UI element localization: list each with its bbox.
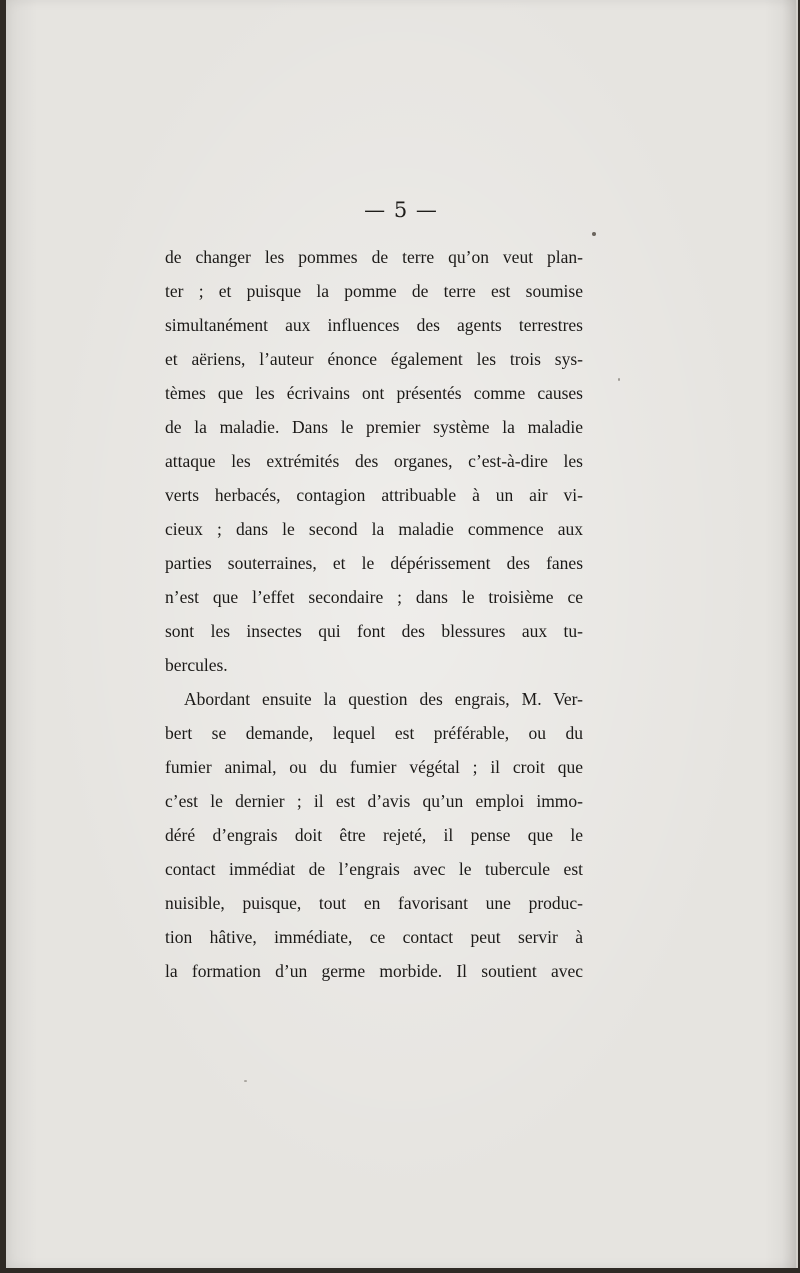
ink-speck: [244, 1080, 247, 1082]
text-line: n’est que l’effet secondaire ; dans le troisième ce: [165, 587, 583, 607]
text-line: fumier animal, ou du fumier végétal ; il croit que: [165, 757, 583, 777]
paragraph-2: [165, 682, 583, 988]
text-line: tion hâtive, immédiate, ce contact peut servir à: [165, 927, 583, 947]
text-line: parties souterraines, et le dépérissement des fanes: [165, 553, 583, 573]
ink-speck: [618, 378, 620, 381]
text-line: c’est le dernier ; il est d’avis qu’un emploi immo-: [165, 791, 583, 811]
page-edge-shadow: [782, 0, 796, 1268]
text-line: nuisible, puisque, tout en favorisant une produc-: [165, 893, 583, 913]
paper-sheet: [6, 0, 798, 1268]
text-line: tèmes que les écrivains ont présentés comme causes: [165, 383, 583, 403]
text-line: simultanément aux influences des agents terrestres: [165, 315, 583, 335]
text-line: ter ; et puisque la pomme de terre est soumise: [165, 281, 583, 301]
text-line: de changer les pommes de terre qu’on veut plan-: [165, 247, 583, 267]
text-line: attaque les extrémités des organes, c’est-à-dire les: [165, 451, 583, 471]
text-line: et aëriens, l’auteur énonce également les trois sys-: [165, 349, 583, 369]
text-line: cieux ; dans le second la maladie commence aux: [165, 519, 583, 539]
text-line: sont les insectes qui font des blessures aux tu-: [165, 621, 583, 641]
page-number: — 5 —: [364, 198, 438, 222]
text-line: bert se demande, lequel est préférable, ou du: [165, 723, 583, 743]
body-text: [165, 240, 583, 988]
text-line: de la maladie. Dans le premier système la maladie: [165, 417, 583, 437]
text-line: la formation d’un germe morbide. Il soutient avec: [165, 961, 583, 981]
ink-speck: [592, 232, 596, 236]
text-line: déré d’engrais doit être rejeté, il pense que le: [165, 825, 583, 845]
text-line: Abordant ensuite la question des engrais, M. Ver-: [184, 689, 583, 709]
text-line: verts herbacés, contagion attribuable à un air vi-: [165, 485, 583, 505]
paragraph-1: [165, 240, 583, 682]
text-line: bercules.: [165, 655, 228, 675]
text-line: contact immédiat de l’engrais avec le tubercule est: [165, 859, 583, 879]
